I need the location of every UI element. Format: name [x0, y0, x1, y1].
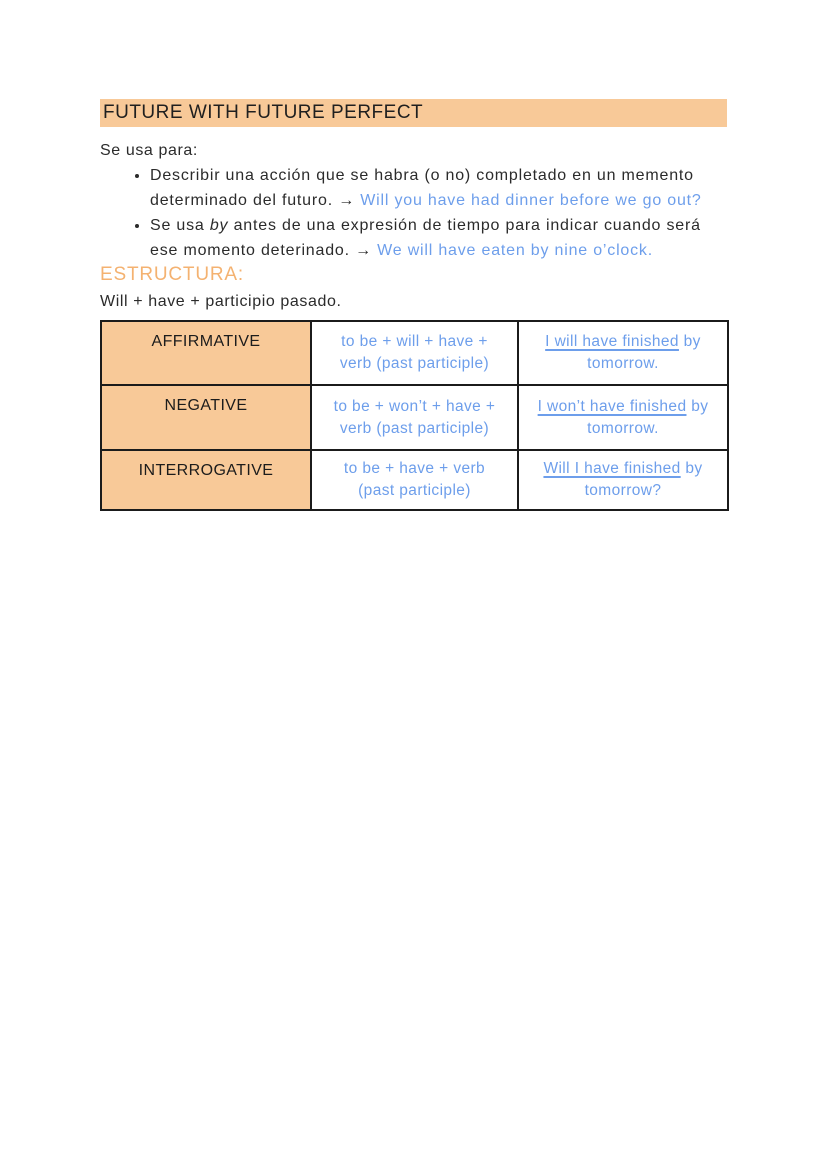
example-line-2: tomorrow.	[587, 355, 659, 372]
example-line-2: tomorrow?	[584, 482, 662, 499]
usage-item-2-post: antes de una expresión de tiempo para indicar cuando será ese momento deterinado. →	[150, 217, 701, 259]
usage-item-1-example: Will you have had dinner before we go out?	[360, 192, 702, 209]
example-cell-affirmative	[518, 321, 728, 385]
example-cell-interrogative	[518, 450, 728, 510]
usage-item-2-pre: Se usa	[150, 217, 210, 234]
usage-item-2	[150, 213, 722, 263]
structure-table	[100, 320, 729, 511]
usage-item-1	[150, 163, 722, 213]
formula-line-2: (past participle)	[358, 482, 471, 499]
example-underlined-text: I will have finished	[545, 333, 679, 350]
table-row-negative	[101, 385, 728, 450]
type-cell-interrogative: INTERROGATIVE	[101, 450, 311, 510]
section-heading-estructura: ESTRUCTURA:	[100, 264, 244, 285]
page-title	[100, 99, 727, 127]
formula-line-1: to be + will + have +	[341, 333, 488, 350]
example-line-1	[519, 331, 727, 353]
page-content	[100, 99, 727, 511]
table-row-interrogative	[101, 450, 728, 510]
example-cell-negative	[518, 385, 728, 450]
formula-line-2: verb (past participle)	[339, 355, 490, 372]
type-cell-affirmative: AFFIRMATIVE	[101, 321, 311, 385]
example-line-1	[519, 458, 727, 480]
example-underlined-text: Will I have finished	[543, 460, 681, 477]
formula-line-1: to be + have + verb	[343, 460, 486, 477]
usage-item-2-example: We will have eaten by nine o’clock.	[377, 242, 653, 259]
formula-line-1: to be + won’t + have +	[333, 397, 496, 415]
example-underlined-text: I won’t have finished	[537, 397, 687, 415]
formula-line-2: verb (past participle)	[339, 419, 490, 437]
example-line-1-rest: by	[686, 397, 709, 415]
usage-item-2-term: by	[209, 217, 229, 234]
example-line-1	[519, 396, 727, 418]
type-cell-negative: NEGATIVE	[101, 385, 311, 450]
example-line-1-rest: by	[678, 333, 701, 350]
usage-list	[100, 163, 727, 263]
formula-cell-affirmative	[311, 321, 518, 385]
usage-item-1-text: Describir una acción que se habra (o no) completado en un memento determinado del futuro. →	[150, 167, 694, 209]
table-row-affirmative	[101, 321, 728, 385]
example-line-1-rest: by	[680, 460, 703, 477]
page-title-text: FUTURE WITH FUTURE PERFECT	[103, 102, 424, 123]
formula-cell-negative	[311, 385, 518, 450]
example-line-2: tomorrow.	[587, 419, 659, 437]
intro-text: Se usa para:	[100, 142, 198, 159]
structure-formula-text: Will + have + participio pasado.	[100, 293, 342, 310]
formula-cell-interrogative	[311, 450, 518, 510]
